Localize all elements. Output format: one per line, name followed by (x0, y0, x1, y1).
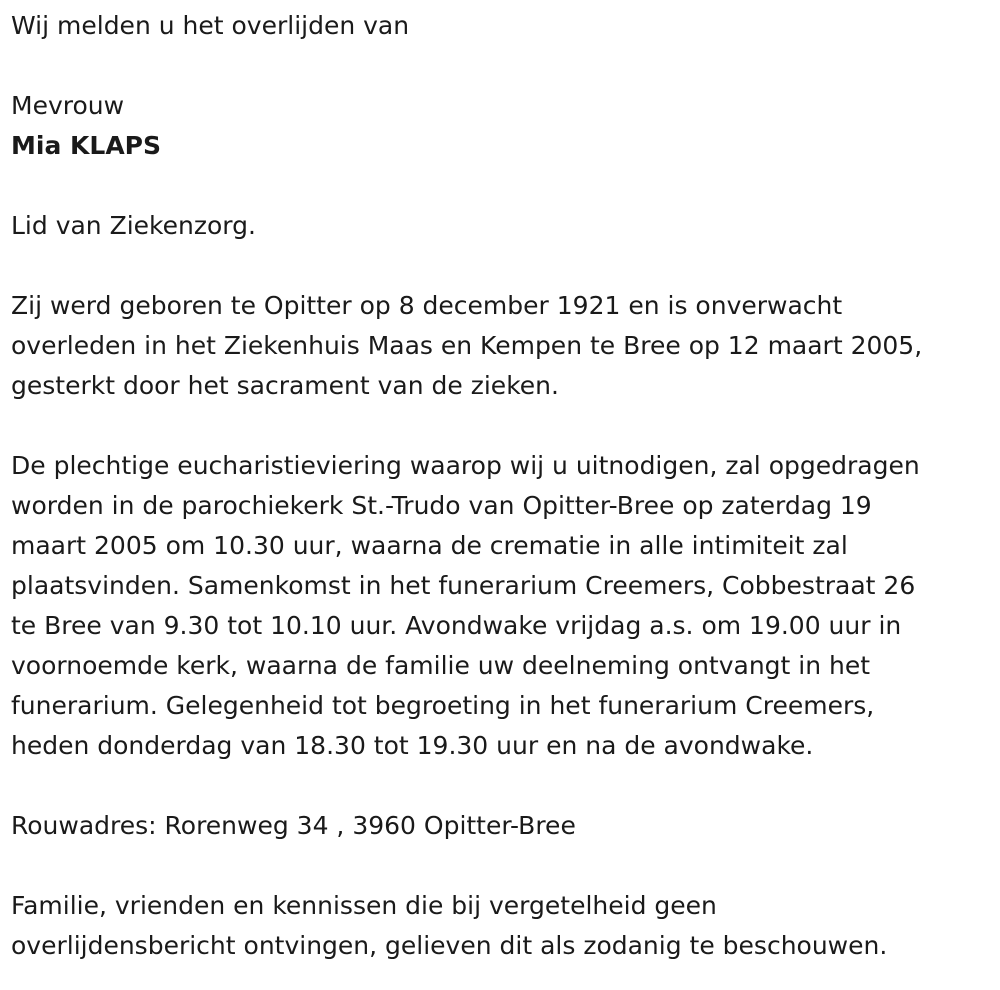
deceased-name: Mia KLAPS (11, 131, 161, 160)
spacer (11, 406, 986, 446)
death-announcement (11, 6, 986, 966)
mourning-address: Rouwadres: Rorenweg 34 , 3960 Opitter-Bree (11, 811, 576, 840)
spacer (11, 166, 986, 206)
paragraph-line: worden in de parochiekerk St.-Trudo van Opitter-Bree op zaterdag 19 (11, 491, 872, 520)
paragraph-line: Zij werd geboren te Opitter op 8 december 1921 en is onverwacht (11, 291, 843, 320)
spacer (11, 846, 986, 886)
paragraph-line: overlijdensbericht ontvingen, gelieven dit als zodanig te beschouwen. (11, 931, 888, 960)
spacer (11, 246, 986, 286)
spacer (11, 46, 986, 86)
paragraph-line: plaatsvinden. Samenkomst in het funerarium Creemers, Cobbestraat 26 (11, 571, 916, 600)
paragraph-line: Familie, vrienden en kennissen die bij vergetelheid geen (11, 891, 717, 920)
paragraph-line: maart 2005 om 10.30 uur, waarna de crematie in alle intimiteit zal (11, 531, 848, 560)
ceremony-paragraph (11, 446, 986, 766)
intro-text: Wij melden u het overlijden van (11, 11, 410, 40)
spacer (11, 766, 986, 806)
paragraph-line: overleden in het Ziekenhuis Maas en Kempen te Bree op 12 maart 2005, (11, 331, 923, 360)
paragraph-line: funerarium. Gelegenheid tot begroeting in het funerarium Creemers, (11, 691, 875, 720)
paragraph-line: heden donderdag van 18.30 tot 19.30 uur en na de avondwake. (11, 731, 814, 760)
paragraph-line: voornoemde kerk, waarna de familie uw deelneming ontvangt in het (11, 651, 871, 680)
paragraph-line: De plechtige eucharistieviering waarop wij u uitnodigen, zal opgedragen (11, 451, 920, 480)
membership-text: Lid van Ziekenzorg. (11, 211, 256, 240)
birth-death-paragraph (11, 286, 986, 406)
paragraph-line: gesterkt door het sacrament van de zieken. (11, 371, 559, 400)
salutation: Mevrouw (11, 91, 125, 120)
paragraph-line: te Bree van 9.30 tot 10.10 uur. Avondwake vrijdag a.s. om 19.00 uur in (11, 611, 902, 640)
closing-paragraph (11, 886, 986, 966)
